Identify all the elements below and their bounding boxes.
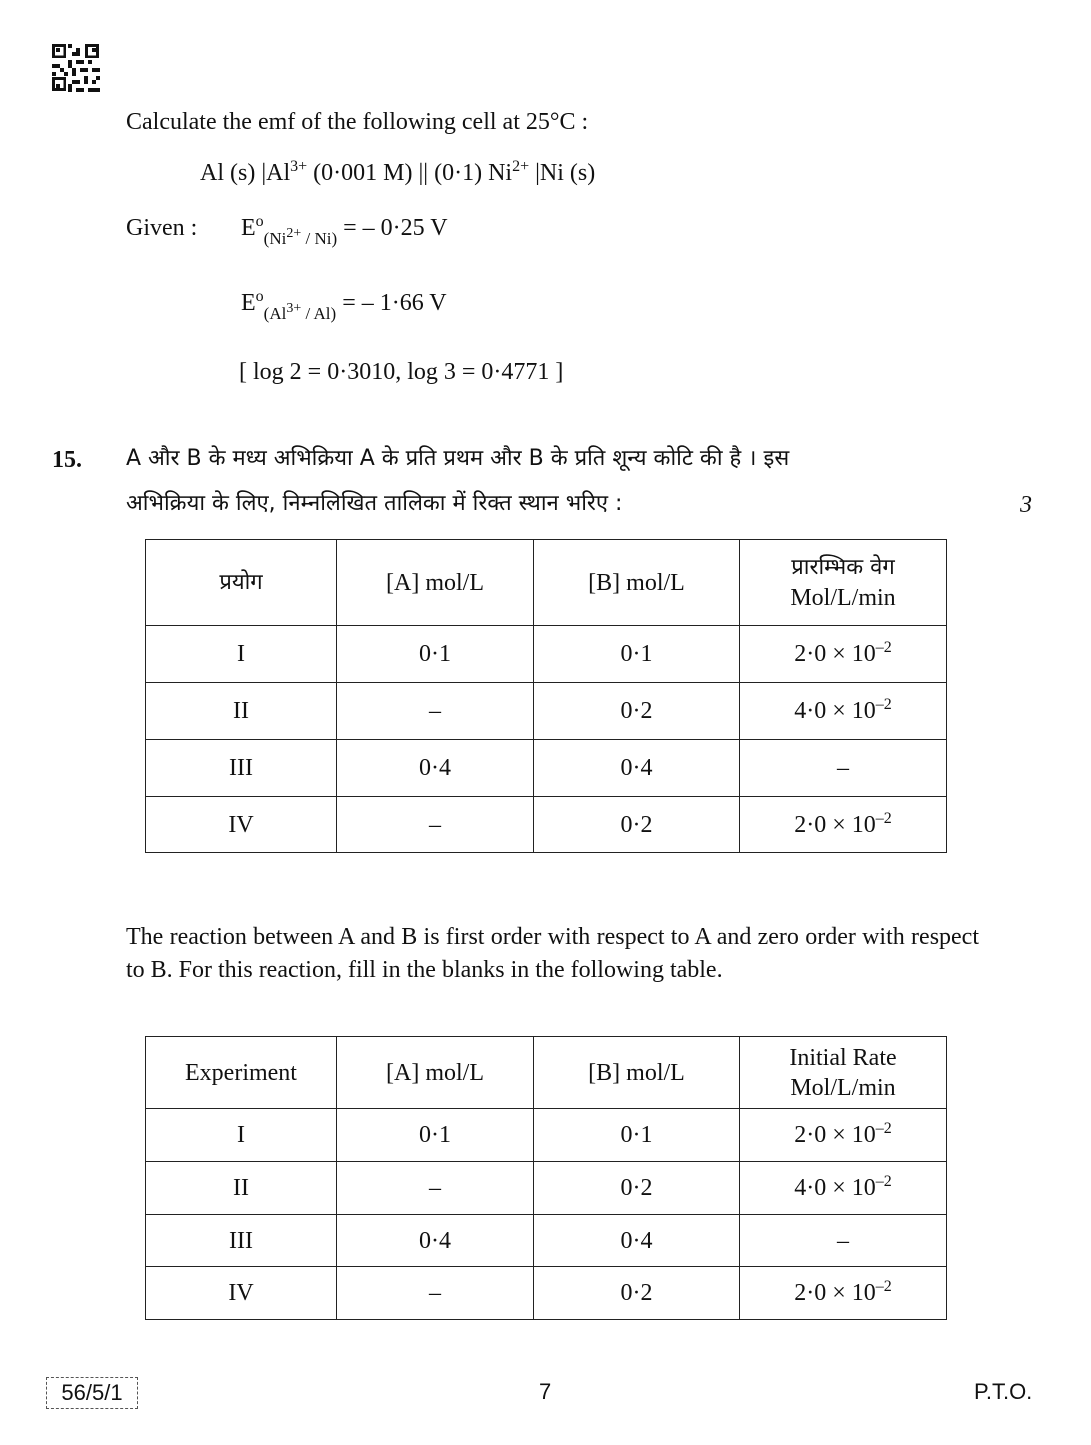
cell-notation: Al (s) $|Al^{3+}$ (0·001 M) || (0·1) $Ni^{2+}$ |Ni (s) — [200, 158, 596, 186]
english-data-table — [145, 1036, 947, 1320]
pto-label: P.T.O. — [974, 1379, 1033, 1404]
table-row: III 0·4 0·4 – — [146, 1215, 947, 1267]
paper-code: 56/5/1 — [46, 1377, 138, 1409]
marks: 3 — [1020, 492, 1032, 518]
header-cell: [B] mol/L — [534, 540, 740, 626]
header-cell: Initial Rate Mol/L/min — [740, 1037, 947, 1109]
table-row: IV – 0·2 $2\cdot 0 \times 10^{-2}$ — [146, 1267, 947, 1320]
table-row: I 0·1 0·1 $2\cdot 0 \times 10^{-2}$ — [146, 1109, 947, 1162]
page-number: 7 — [539, 1379, 552, 1404]
table-row: IV – 0·2 $2\cdot 0 \times 10^{-2}$ — [146, 797, 947, 853]
e-al-potential: $E^o_{(Al^{3+} / Al)}$ = – 1·66 V — [241, 288, 447, 323]
table-header-row — [146, 1037, 947, 1109]
question-number: 15. — [52, 447, 82, 473]
header-cell: [B] mol/L — [534, 1037, 740, 1109]
e-ni-potential: $E^o_{(Ni^{2+} / Ni)}$ = – 0·25 V — [241, 213, 448, 248]
table-row: II – 0·2 $4\cdot 0 \times 10^{-2}$ — [146, 1162, 947, 1215]
hindi-data-table — [145, 539, 947, 853]
header-cell: [A] mol/L — [337, 1037, 534, 1109]
table-row: III 0·4 0·4 – — [146, 740, 947, 797]
hindi-question-line-2: अभिक्रिया के लिए, निम्नलिखित तालिका में रिक्त स्थान भरिए : — [126, 491, 623, 516]
hindi-question-line-1: A और B के मध्य अभिक्रिया A के प्रति प्रथम और B के प्रति शून्य कोटि की है । इस — [126, 446, 790, 471]
given-label: Given : — [126, 215, 198, 241]
header-cell: Experiment — [146, 1037, 337, 1109]
log-values: [ log 2 = 0·3010, log 3 = 0·4771 ] — [239, 359, 564, 385]
header-cell: प्रयोग — [146, 540, 337, 626]
header-cell: प्रारम्भिक वेग Mol/L/min — [740, 540, 947, 626]
header-cell: [A] mol/L — [337, 540, 534, 626]
table-row: I 0·1 0·1 $2\cdot 0 \times 10^{-2}$ — [146, 626, 947, 683]
q14-intro: Calculate the emf of the following cell at 25°C : — [126, 109, 589, 135]
qr-code-icon — [52, 44, 100, 92]
english-question-text: The reaction between A and B is first order with respect to A and zero order with respect to B. For this reaction, fill in the blanks in the following table. — [126, 924, 979, 983]
table-row: II – 0·2 $4\cdot 0 \times 10^{-2}$ — [146, 683, 947, 740]
table-header-row — [146, 540, 947, 626]
